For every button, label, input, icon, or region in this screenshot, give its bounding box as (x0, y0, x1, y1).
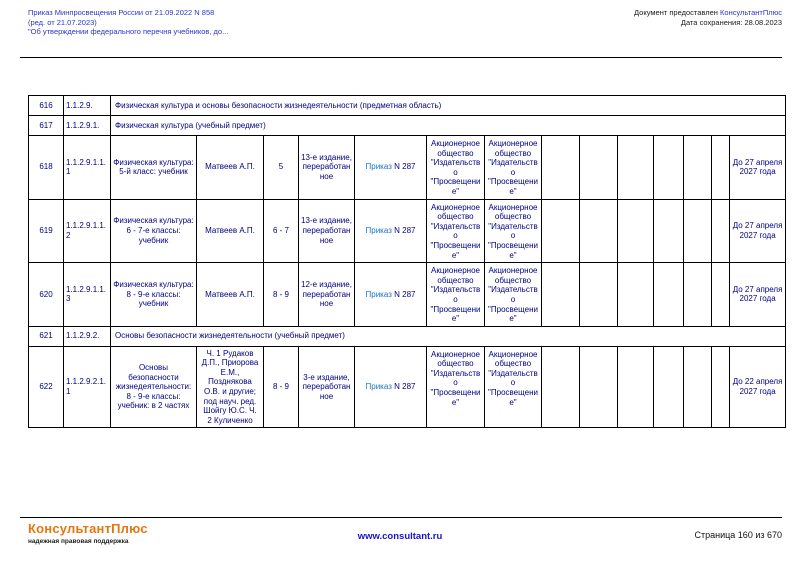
document-title-line-2: (ред. от 21.07.2023) (28, 17, 97, 27)
consultantplus-link[interactable]: КонсультантПлюс (720, 8, 782, 17)
table-row (29, 96, 786, 116)
cell-empty-3 (618, 199, 654, 263)
document-title-line-1: Приказ Минпросвещения России от 21.09.2022 N 858 (28, 8, 215, 17)
cell-code: 1.1.2.9.1.1.1 (64, 136, 111, 200)
cell-empty-2 (580, 136, 618, 200)
cell-empty-2 (580, 199, 618, 263)
cell-row-number: 616 (29, 96, 64, 116)
table-row (29, 346, 786, 428)
cell-code: 1.1.2.9.1.1.3 (64, 263, 111, 327)
cell-grades: 5 (264, 136, 299, 200)
provided-by-label: Документ предоставлен (634, 8, 718, 17)
cell-empty-4 (654, 199, 684, 263)
cell-empty-3 (618, 136, 654, 200)
cell-empty-2 (580, 263, 618, 327)
order-link[interactable]: Приказ (365, 382, 392, 392)
cell-code: 1.1.2.9.2.1.1 (64, 346, 111, 428)
cell-edition: 13-е издание, переработанное (299, 199, 355, 263)
cell-empty-3 (618, 263, 654, 327)
table-row (29, 199, 786, 263)
cell-publisher-2: Акционерное общество "Издательство "Просвещение" (485, 263, 542, 327)
header-divider (20, 57, 782, 58)
cell-publisher-2: Акционерное общество "Издательство "Просвещение" (485, 346, 542, 428)
page-indicator: Страница 160 из 670 (694, 530, 782, 540)
footer-divider (20, 517, 782, 518)
cell-order: Приказ N 287 (355, 199, 427, 263)
cell-author: Матвеев А.П. (197, 136, 264, 200)
consultantplus-logo: КонсультантПлюс (28, 521, 148, 536)
table-row (29, 116, 786, 136)
cell-row-number: 620 (29, 263, 64, 327)
cell-section-title: Основы безопасности жизнедеятельности (учебный предмет) (111, 326, 786, 346)
table-row (29, 326, 786, 346)
document-title (28, 8, 388, 37)
cell-empty-6 (712, 263, 730, 327)
cell-grades: 8 - 9 (264, 346, 299, 428)
cell-order: Приказ N 287 (355, 263, 427, 327)
cell-row-number: 617 (29, 116, 64, 136)
cell-empty-5 (684, 263, 712, 327)
cell-empty-2 (580, 346, 618, 428)
cell-empty-3 (618, 346, 654, 428)
cell-expiry: До 22 апреля 2027 года (730, 346, 786, 428)
cell-empty-6 (712, 136, 730, 200)
order-link[interactable]: Приказ (365, 289, 392, 299)
cell-empty-4 (654, 263, 684, 327)
footer-website (0, 531, 800, 542)
cell-row-number: 622 (29, 346, 64, 428)
cell-author: Ч. 1 Рудаков Д.П., Приорова Е.М., Позднякова О.В. и другие; под науч. ред. Шойгу Ю.С. Ч. 2 Куличенко (197, 346, 264, 428)
cell-row-number: 619 (29, 199, 64, 263)
document-title-line-3: "Об утверждении федерального перечня учебников, до... (28, 27, 229, 36)
cell-empty-1 (542, 199, 580, 263)
cell-order: Приказ N 287 (355, 346, 427, 428)
order-link[interactable]: Приказ (365, 162, 392, 172)
cell-author: Матвеев А.П. (197, 199, 264, 263)
brand-tagline: надежная правовая поддержка (28, 538, 129, 545)
cell-expiry: До 27 апреля 2027 года (730, 136, 786, 200)
cell-title: Основы безопасности жизнедеятельности: 8 - 9-е классы: учебник: в 2 частях (111, 346, 197, 428)
textbooks-table (28, 95, 786, 428)
cell-publisher: Акционерное общество "Издательство "Просвещение" (427, 346, 485, 428)
cell-edition: 12-е издание, переработанное (299, 263, 355, 327)
cell-expiry: До 27 апреля 2027 года (730, 263, 786, 327)
cell-empty-1 (542, 346, 580, 428)
cell-publisher: Акционерное общество "Издательство "Просвещение" (427, 136, 485, 200)
cell-publisher: Акционерное общество "Издательство "Просвещение" (427, 263, 485, 327)
cell-empty-5 (684, 199, 712, 263)
cell-row-number: 621 (29, 326, 64, 346)
cell-empty-4 (654, 346, 684, 428)
save-date: Дата сохранения: 28.08.2023 (680, 18, 782, 27)
table-container (28, 95, 786, 428)
cell-empty-6 (712, 199, 730, 263)
cell-section-title: Физическая культура и основы безопасности жизнедеятельности (предметная область) (111, 96, 786, 116)
cell-row-number: 618 (29, 136, 64, 200)
cell-code: 1.1.2.9.1.1.2 (64, 199, 111, 263)
cell-edition: 13-е издание, переработанное (299, 136, 355, 200)
cell-grades: 6 - 7 (264, 199, 299, 263)
cell-title: Физическая культура: 5-й класс: учебник (111, 136, 197, 200)
textbook-table-body (29, 96, 786, 428)
cell-title: Физическая культура: 8 - 9-е классы: учебник (111, 263, 197, 327)
order-link[interactable]: Приказ (365, 226, 392, 236)
cell-publisher-2: Акционерное общество "Издательство "Просвещение" (485, 136, 542, 200)
website-link[interactable]: www.consultant.ru (357, 531, 443, 542)
cell-code: 1.1.2.9.2. (64, 326, 111, 346)
cell-empty-1 (542, 263, 580, 327)
cell-empty-6 (712, 346, 730, 428)
cell-publisher-2: Акционерное общество "Издательство "Просвещение" (485, 199, 542, 263)
provided-by-line (482, 8, 782, 18)
cell-code: 1.1.2.9.1. (64, 116, 111, 136)
cell-empty-5 (684, 346, 712, 428)
document-meta (482, 8, 782, 28)
cell-empty-1 (542, 136, 580, 200)
cell-empty-5 (684, 136, 712, 200)
cell-title: Физическая культура: 6 - 7-е классы: учебник (111, 199, 197, 263)
cell-empty-4 (654, 136, 684, 200)
cell-order: Приказ N 287 (355, 136, 427, 200)
table-row (29, 263, 786, 327)
cell-author: Матвеев А.П. (197, 263, 264, 327)
cell-publisher: Акционерное общество "Издательство "Просвещение" (427, 199, 485, 263)
cell-expiry: До 27 апреля 2027 года (730, 199, 786, 263)
cell-grades: 8 - 9 (264, 263, 299, 327)
cell-code: 1.1.2.9. (64, 96, 111, 116)
table-row (29, 136, 786, 200)
cell-edition: 3-е издание, переработанное (299, 346, 355, 428)
cell-section-title: Физическая культура (учебный предмет) (111, 116, 786, 136)
